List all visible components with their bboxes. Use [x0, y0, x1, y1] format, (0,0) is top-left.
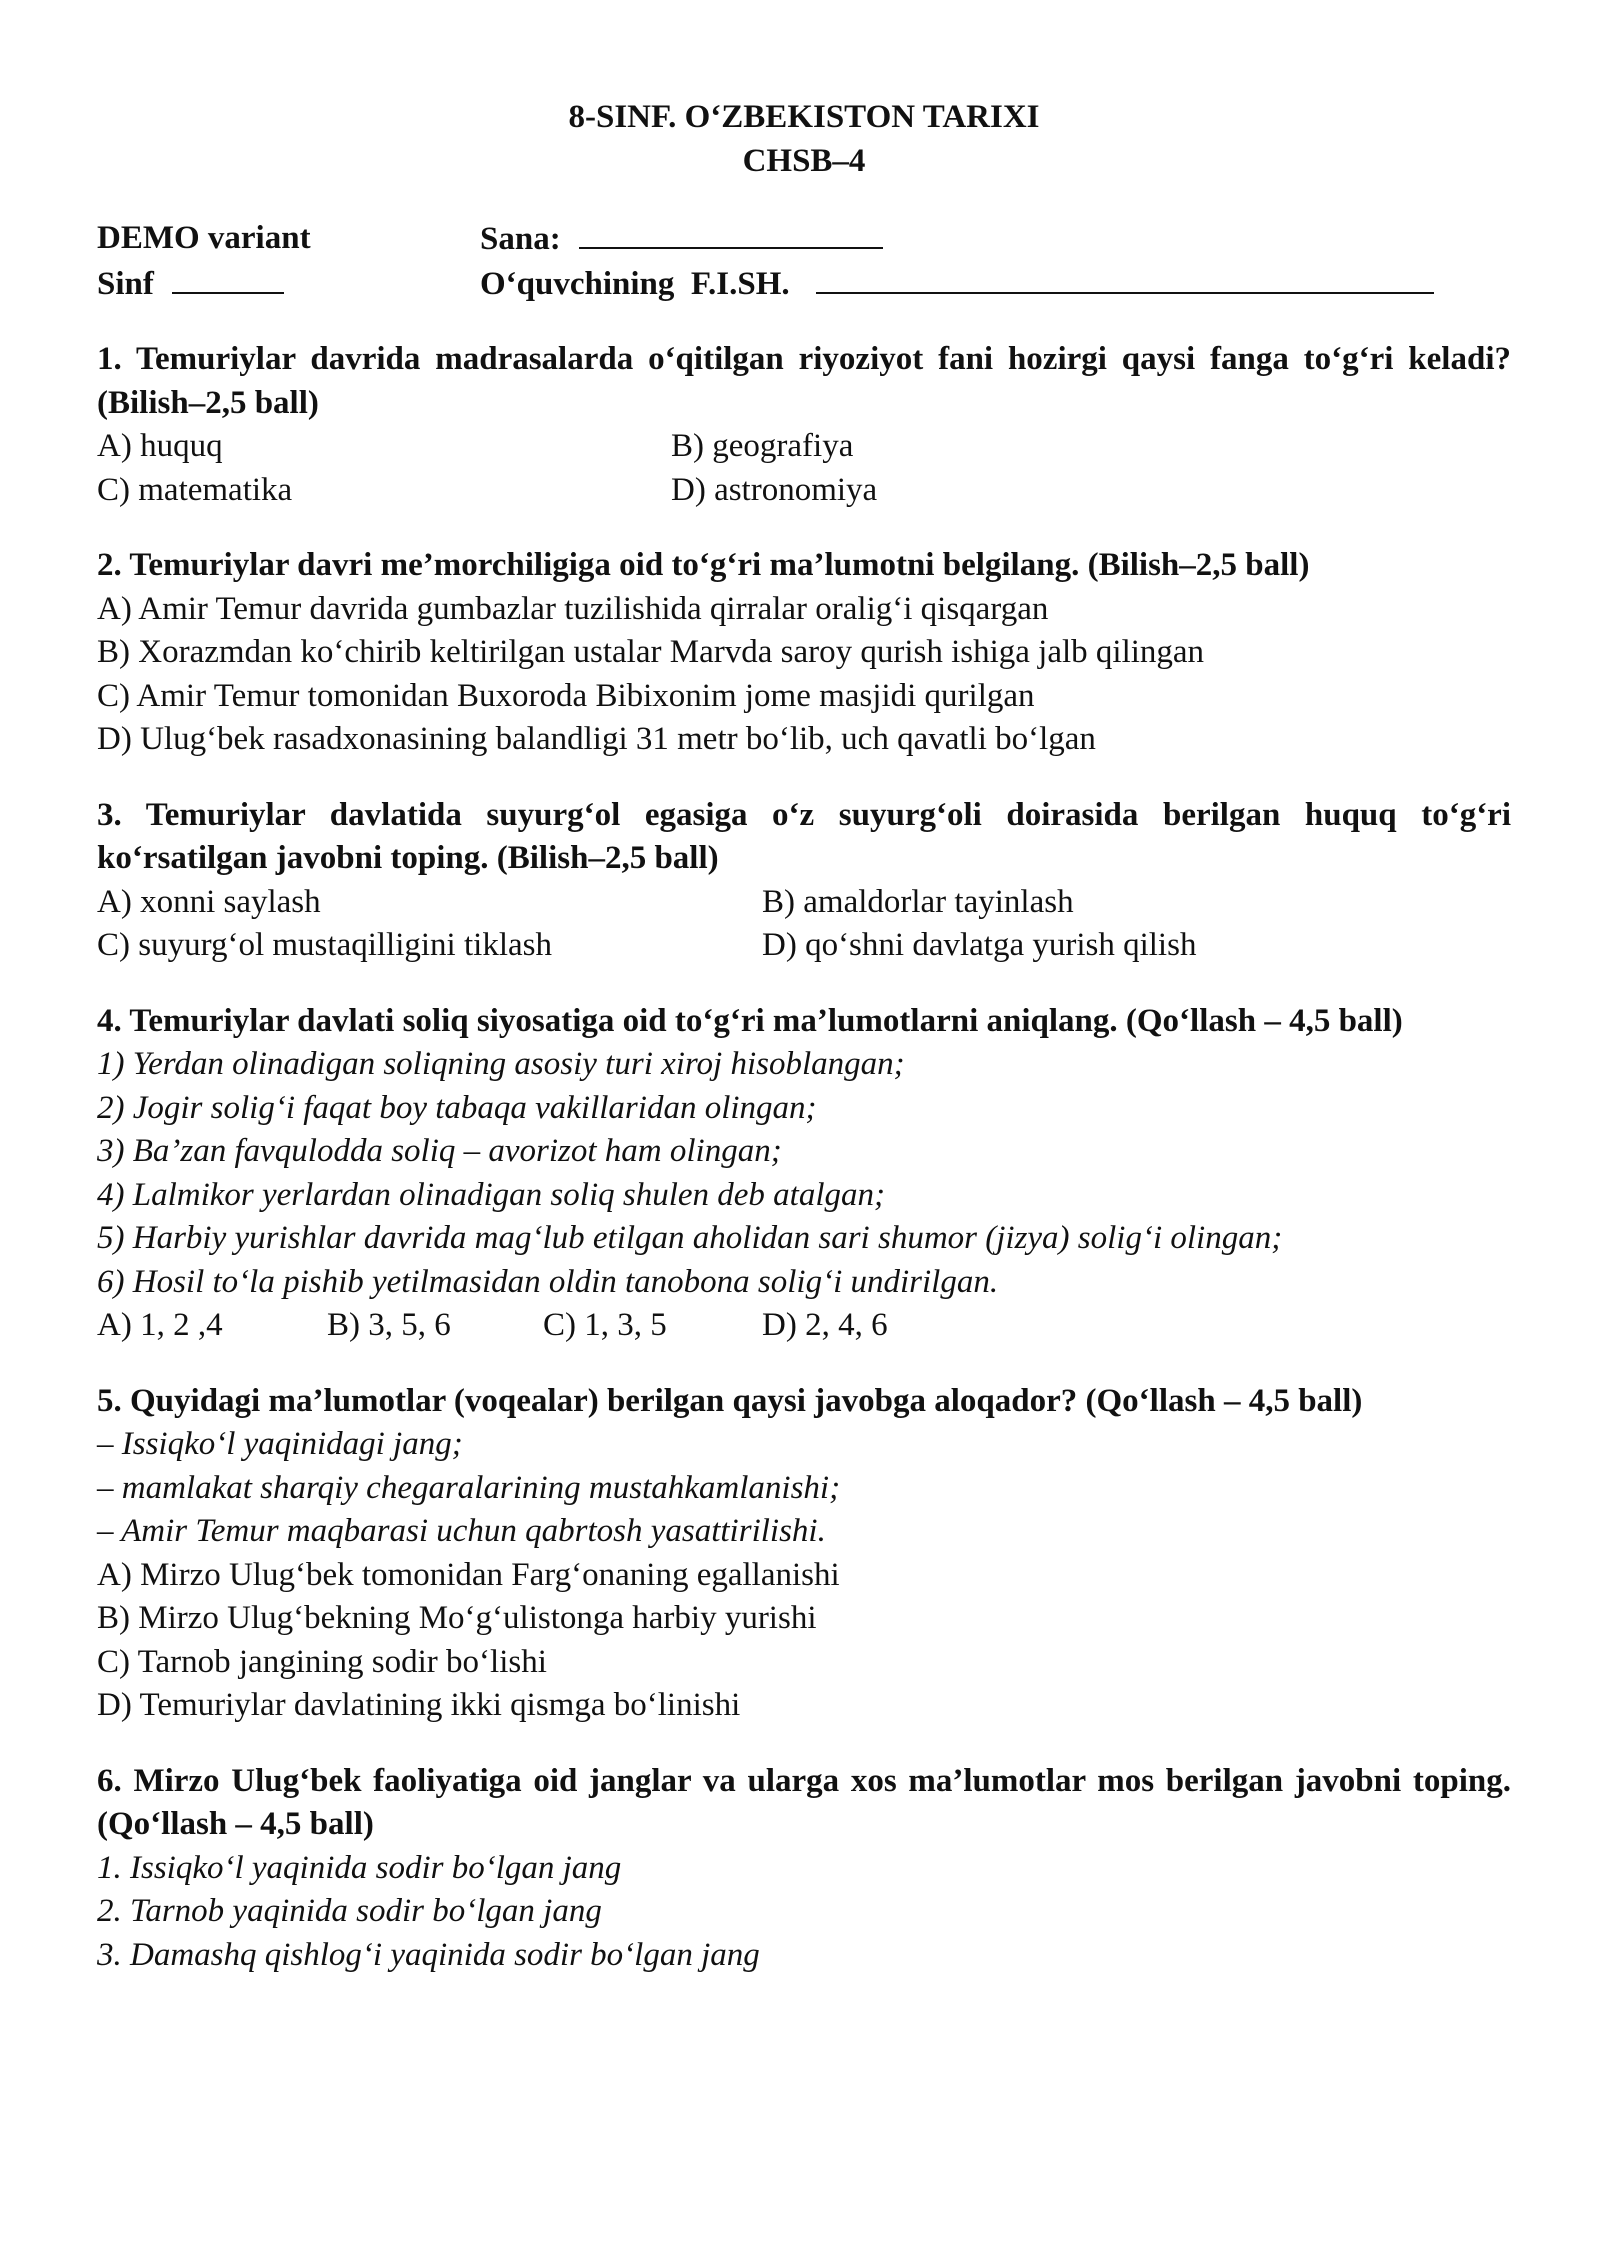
option-c[interactable]: C) Tarnob jangining sodir bo‘lishi [97, 1643, 547, 1680]
date-row [480, 217, 1511, 262]
option-b[interactable]: B) Mirzo Ulug‘bekning Mo‘g‘ulistonga harbiy yurishi [97, 1600, 817, 1636]
worksheet-page [97, 96, 1511, 1977]
option-a[interactable]: A) 1, 2 ,4 [97, 1307, 223, 1343]
student-row [480, 262, 1511, 307]
event-3: – Amir Temur maqbarasi uchun qabrtosh yasattirilishi. [97, 1513, 826, 1549]
question-2-title: 2. Temuriylar davri me’morchiligiga oid to‘g‘ri ma’lumotni belgilang. (Bilish–2,5 ball) [97, 547, 1310, 583]
option-a[interactable]: A) huquq [97, 428, 223, 464]
option-a[interactable]: A) xonni saylash [97, 883, 321, 920]
option-c[interactable]: C) matematika [97, 471, 293, 508]
question-1 [97, 338, 1511, 512]
question-3-options [97, 881, 1511, 968]
option-b[interactable]: B) Xorazmdan ko‘chirib keltirilgan ustalar Marvda saroy qurish ishiga jalb qilingan [97, 634, 1205, 670]
battle-3: 3. Damashq qishlog‘i yaqinida sodir bo‘lgan jang [97, 1936, 760, 1973]
option-d[interactable]: D) Temuriylar davlatining ikki qismga bo‘linishi [97, 1687, 741, 1723]
student-name-label: O‘quvchining F.I.SH. [480, 265, 790, 302]
option-c[interactable]: C) suyurg‘ol mustaqilligini tiklash [97, 927, 552, 963]
question-3 [97, 794, 1511, 968]
battle-2: 2. Tarnob yaqinida sodir bo‘lgan jang [97, 1893, 602, 1929]
page-title: 8-SINF. O‘ZBEKISTON TARIXI [568, 99, 1040, 135]
event-1: – Issiqko‘l yaqinidagi jang; [97, 1426, 463, 1462]
student-name-blank[interactable] [816, 262, 1434, 294]
question-4-options [97, 1304, 1511, 1348]
option-c[interactable]: C) 1, 3, 5 [543, 1307, 667, 1343]
class-label: Sinf [97, 265, 154, 302]
date-label: Sana: [480, 221, 561, 257]
option-d[interactable]: D) astronomiya [671, 471, 878, 508]
option-a[interactable]: A) Amir Temur davrida gumbazlar tuzilishida qirralar oralig‘i qisqargan [97, 590, 1049, 627]
question-2 [97, 544, 1511, 762]
date-blank[interactable] [579, 217, 883, 249]
option-d[interactable]: D) Ulug‘bek rasadxonasining balandligi 31 metr bo‘lib, uch qavatli bo‘lgan [97, 721, 1096, 757]
question-4-title: 4. Temuriylar davlati soliq siyosatiga oid to‘g‘ri ma’lumotlarni aniqlang. (Qo‘llash – 4,5 ball) [97, 1002, 1403, 1039]
question-1-options [97, 425, 1511, 512]
question-6 [97, 1760, 1511, 1978]
variant-label: DEMO variant [97, 220, 311, 256]
question-1-title: 1. Temuriylar davrida madrasalarda o‘qitilgan riyoziyot fani hozirgi qaysi fanga to‘g‘ri keladi? (Bilish–2,5 ball) [97, 341, 1511, 421]
battle-1: 1. Issiqko‘l yaqinida sodir bo‘lgan jang [97, 1849, 622, 1886]
class-blank[interactable] [172, 262, 284, 294]
question-6-title: 6. Mirzo Ulug‘bek faoliyatiga oid janglar va ularga xos ma’lumotlar mos berilgan javobni toping. (Qo‘llash – 4,5 ball) [97, 1762, 1511, 1842]
statement-2: 2) Jogir solig‘i faqat boy tabaqa vakillaridan olingan; [97, 1089, 817, 1126]
student-info-block [97, 217, 1511, 306]
option-c[interactable]: C) Amir Temur tomonidan Buxoroda Bibixonim jome masjidi qurilgan [97, 677, 1035, 714]
class-row [97, 262, 480, 307]
option-b[interactable]: B) amaldorlar tayinlash [762, 883, 1074, 920]
statement-6: 6) Hosil to‘la pishib yetilmasidan oldin tanobona solig‘i undirilgan. [97, 1263, 999, 1300]
option-b[interactable]: B) 3, 5, 6 [327, 1307, 451, 1343]
statement-3: 3) Ba’zan favqulodda soliq – avorizot ham olingan; [97, 1133, 782, 1169]
option-b[interactable]: B) geografiya [671, 428, 854, 464]
question-4 [97, 1000, 1511, 1348]
statement-5: 5) Harbiy yurishlar davrida mag‘lub etilgan aholidan sari shumor (jizya) solig‘i olingan; [97, 1220, 1283, 1256]
event-2: – mamlakat sharqiy chegaralarining mustahkamlanishi; [97, 1469, 841, 1506]
option-a[interactable]: A) Mirzo Ulug‘bek tomonidan Farg‘onaning egallanishi [97, 1556, 840, 1593]
page-subtitle: CHSB–4 [742, 142, 866, 179]
question-3-title: 3. Temuriylar davlatida suyurg‘ol egasiga o‘z suyurg‘oli doirasida berilgan huquq to‘g‘ri ko‘rsatilgan javobni toping. (Bilish–2,5 ball) [97, 796, 1511, 876]
question-5-title: 5. Quyidagi ma’lumotlar (voqealar) berilgan qaysi javobga aloqador? (Qo‘llash – 4,5 ball) [97, 1382, 1363, 1419]
statement-1: 1) Yerdan olinadigan soliqning asosiy turi xiroj hisoblangan; [97, 1046, 905, 1082]
question-5 [97, 1380, 1511, 1728]
option-d[interactable]: D) qo‘shni davlatga yurish qilish [762, 927, 1197, 963]
statement-4: 4) Lalmikor yerlardan olinadigan soliq shulen deb atalgan; [97, 1176, 885, 1213]
option-d[interactable]: D) 2, 4, 6 [762, 1307, 888, 1343]
